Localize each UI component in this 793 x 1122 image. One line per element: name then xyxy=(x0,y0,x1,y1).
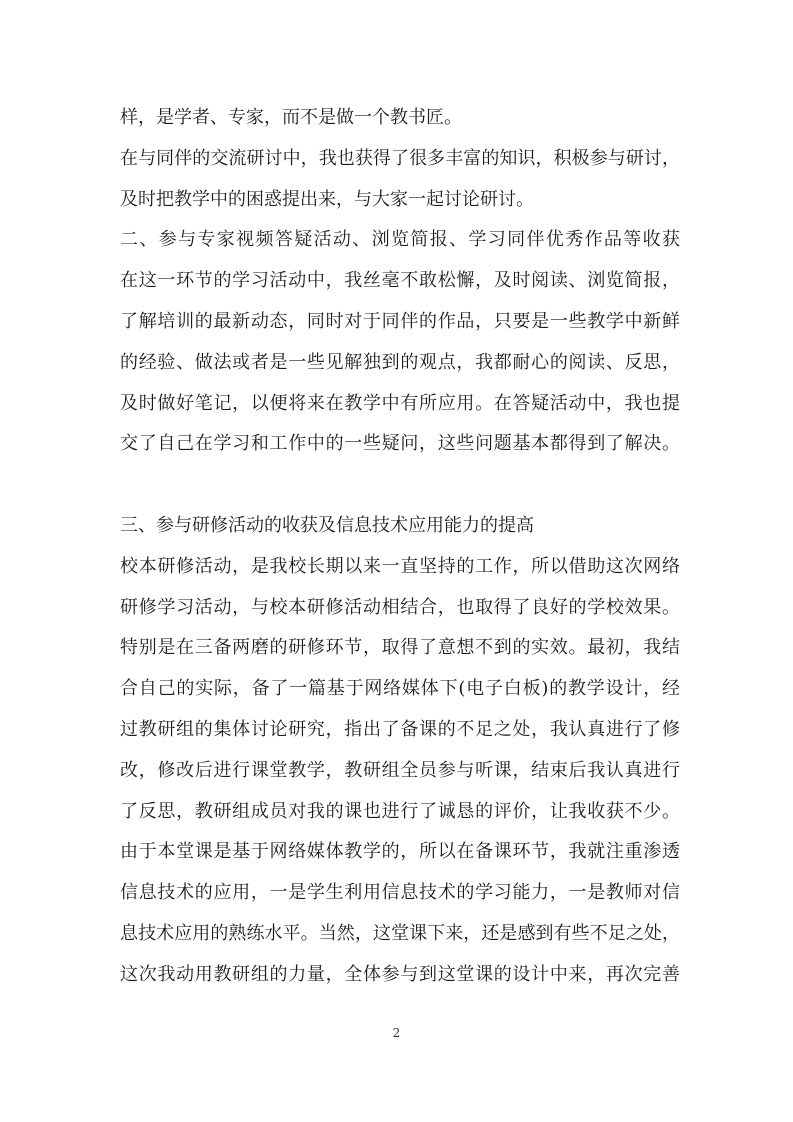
text-line: 了反思，教研组成员对我的课也进行了诚恳的评价，让我收获不少。 xyxy=(120,800,680,822)
text-line: 这次我动用教研组的力量，全体参与到这堂课的设计中来，再次完善 xyxy=(120,963,680,985)
text-line: 过教研组的集体讨论研究，指出了备课的不足之处，我认真进行了修 xyxy=(120,718,680,740)
text-line: 的经验、做法或者是一些见解独到的观点，我都耐心的阅读、反思， xyxy=(120,351,680,373)
text-line: 校本研修活动，是我校长期以来一直坚持的工作，所以借助这次网络 xyxy=(120,555,680,577)
text-line: 研修学习活动，与校本研修活动相结合，也取得了良好的学校效果。 xyxy=(120,596,680,618)
blank-line xyxy=(120,465,680,506)
text-line: 在这一环节的学习活动中，我丝毫不敢松懈，及时阅读、浏览简报， xyxy=(120,270,680,292)
text-line: 改，修改后进行课堂教学，教研组全员参与听课，结束后我认真进行 xyxy=(120,759,680,781)
text-line: 在与同伴的交流研讨中，我也获得了很多丰富的知识，积极参与研讨， xyxy=(120,147,680,169)
section-heading: 二、参与专家视频答疑活动、浏览简报、学习同伴优秀作品等收获 xyxy=(120,229,680,251)
page-number: 2 xyxy=(392,1026,401,1040)
document-body xyxy=(120,98,680,996)
text-line: 特别是在三备两磨的研修环节，取得了意想不到的实效。最初，我结 xyxy=(120,637,680,659)
text-line: 及时把教学中的困惑提出来，与大家一起讨论研讨。 xyxy=(120,188,534,210)
text-line: 样，是学者、专家，而不是做一个教书匠。 xyxy=(120,107,462,128)
text-line: 合自己的实际，备了一篇基于网络媒体下(电子白板)的教学设计，经 xyxy=(120,678,680,700)
text-line: 了解培训的最新动态，同时对于同伴的作品，只要是一些教学中新鲜 xyxy=(120,310,680,332)
text-line: 由于本堂课是基于网络媒体教学的，所以在备课环节，我就注重渗透 xyxy=(120,841,680,863)
text-line: 及时做好笔记，以便将来在教学中有所应用。在答疑活动中，我也提 xyxy=(120,392,680,414)
text-line: 信息技术的应用，一是学生利用信息技术的学习能力，一是教师对信 xyxy=(120,882,680,904)
section-heading: 三、参与研修活动的收获及信息技术应用能力的提高 xyxy=(120,514,534,536)
text-line: 息技术应用的熟练水平。当然，这堂课下来，还是感到有些不足之处， xyxy=(120,922,680,944)
text-line: 交了自己在学习和工作中的一些疑问，这些问题基本都得到了解决。 xyxy=(120,433,680,455)
